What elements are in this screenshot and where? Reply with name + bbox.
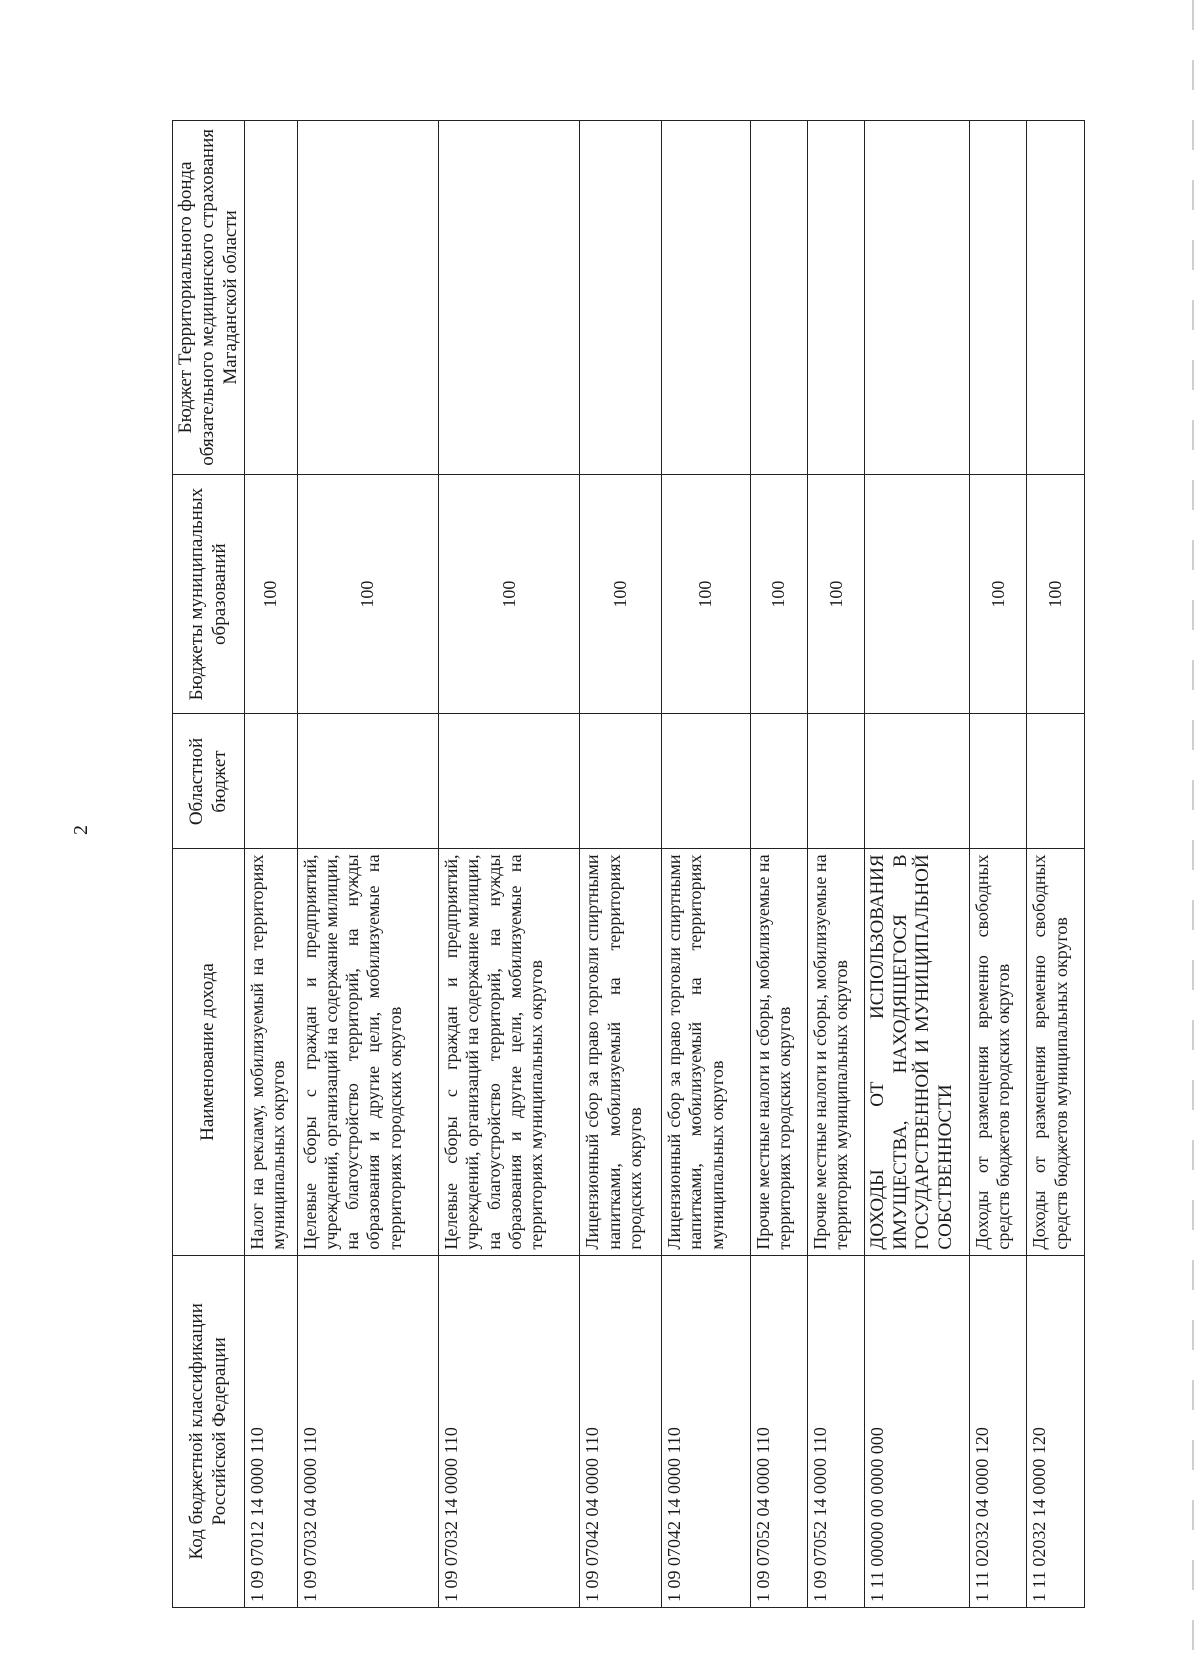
cell-code: 1 09 07032 04 0000 110 [297,1255,438,1607]
cell-fund [808,121,865,475]
cell-regional [245,714,297,849]
revenue-table-container [172,120,1085,1608]
cell-code: 1 11 02032 14 0000 120 [1027,1255,1085,1607]
cell-code: 1 09 07012 14 0000 110 [245,1255,297,1607]
cell-name: Прочие местные налоги и сборы, мобилизуемые на территориях городских округов [750,849,807,1255]
cell-fund [245,121,297,475]
table-row [750,121,807,1608]
cell-name: Налог на рекламу, мобилизуемый на территориях муниципальных округов [245,849,297,1255]
revenue-table [172,120,1085,1608]
cell-municipal: 100 [245,474,297,714]
cell-code: 1 09 07052 14 0000 110 [808,1255,865,1607]
table-row [580,121,662,1608]
cell-regional [865,714,970,849]
cell-regional [439,714,580,849]
header-regional-budget: Областной бюджет [173,714,245,849]
cell-municipal [865,474,970,714]
cell-name: Целевые сборы с граждан и предприятий, учреждений, организаций на содержание милиции, на благоустройство территорий, на нужды образования и другие цели, мобилизуемые на территориях муниципальных округов [439,849,580,1255]
cell-municipal: 100 [662,474,750,714]
cell-regional [662,714,750,849]
cell-name: ДОХОДЫ ОТ ИСПОЛЬЗОВАНИЯ ИМУЩЕСТВА, НАХОДЯЩЕГОСЯ В ГОСУДАРСТВЕННОЙ И МУНИЦИПАЛЬНОЙ СОБСТВЕННОСТИ [865,849,970,1255]
cell-name: Лицензионный сбор за право торговли спиртными напитками, мобилизуемый на территориях муниципальных округов [662,849,750,1255]
cell-municipal: 100 [297,474,438,714]
cell-fund [750,121,807,475]
cell-fund [580,121,662,475]
cell-fund [439,121,580,475]
table-row [865,121,970,1608]
table-row [439,121,580,1608]
scan-edge-artifact [1192,0,1194,1656]
cell-fund [865,121,970,475]
table-row [1027,121,1085,1608]
cell-regional [808,714,865,849]
cell-regional [580,714,662,849]
table-row [245,121,297,1608]
cell-name: Доходы от размещения временно свободных средств бюджетов муниципальных округов [1027,849,1085,1255]
cell-code: 1 09 07032 14 0000 110 [439,1255,580,1607]
table-row [662,121,750,1608]
cell-municipal: 100 [439,474,580,714]
cell-name: Лицензионный сбор за право торговли спиртными напитками, мобилизуемый на территориях городских округов [580,849,662,1255]
cell-code: 1 09 07042 14 0000 110 [662,1255,750,1607]
cell-regional [750,714,807,849]
header-insurance-fund: Бюджет Территориального фонда обязательного медицинского страхования Магаданской области [173,121,245,475]
table-row [297,121,438,1608]
cell-name: Доходы от размещения временно свободных средств бюджетов городских округов [970,849,1027,1255]
cell-regional [970,714,1027,849]
cell-regional [1027,714,1085,849]
cell-municipal: 100 [1027,474,1085,714]
cell-municipal: 100 [750,474,807,714]
cell-fund [970,121,1027,475]
cell-fund [1027,121,1085,475]
cell-code: 1 11 02032 04 0000 120 [970,1255,1027,1607]
cell-code: 1 09 07042 04 0000 110 [580,1255,662,1607]
table-row [970,121,1027,1608]
header-name: Наименование дохода [173,849,245,1255]
cell-code: 1 09 07052 04 0000 110 [750,1255,807,1607]
cell-fund [662,121,750,475]
cell-municipal: 100 [970,474,1027,714]
cell-regional [297,714,438,849]
cell-municipal: 100 [808,474,865,714]
cell-name: Целевые сборы с граждан и предприятий, учреждений, организаций на содержание милиции, на благоустройство территорий, на нужды образования и другие цели, мобилизуемые на территориях городских округов [297,849,438,1255]
table-header-row [173,121,245,1608]
cell-fund [297,121,438,475]
header-municipal-budgets: Бюджеты муниципальных образований [173,474,245,714]
cell-name: Прочие местные налоги и сборы, мобилизуемые на территориях муниципальных округов [808,849,865,1255]
header-code: Код бюджетной классификации Российской Федерации [173,1255,245,1607]
cell-code: 1 11 00000 00 0000 000 [865,1255,970,1607]
cell-municipal: 100 [580,474,662,714]
table-row [808,121,865,1608]
page-number: 2 [70,825,92,835]
